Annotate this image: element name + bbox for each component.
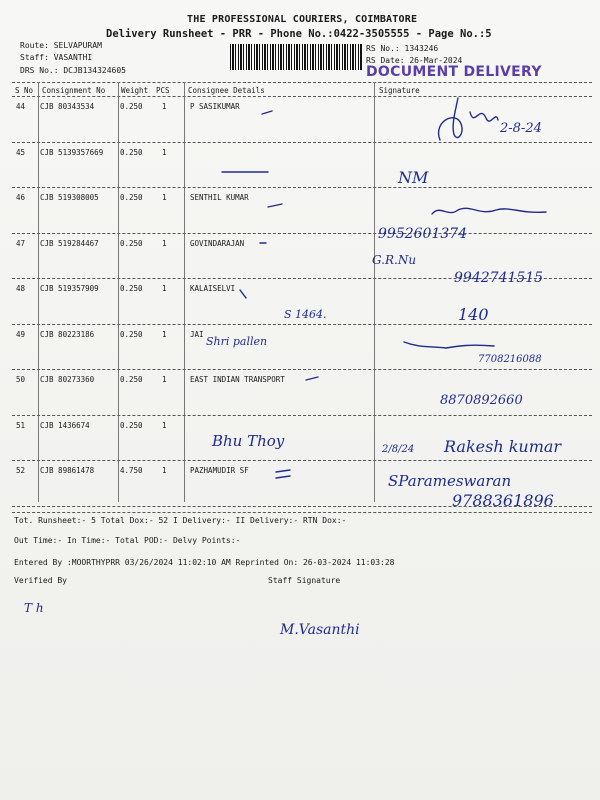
r50-phone: 8870892660 — [440, 393, 523, 408]
tick-44 — [262, 111, 272, 114]
document-delivery-stamp: DOCUMENT DELIVERY — [366, 64, 542, 80]
row-consignee: PAZHAMUDIR SF — [190, 466, 249, 475]
row-weight: 0.250 — [120, 239, 143, 248]
r47-name: G.R.Nu — [372, 253, 417, 267]
row-weight: 4.750 — [120, 466, 143, 475]
r44-date: 2-8-24 — [500, 121, 542, 136]
staff-label: Staff: VASANTHI — [20, 53, 93, 62]
tick-48 — [240, 290, 246, 298]
row-pcs: 1 — [162, 421, 167, 430]
row-sno: 47 — [16, 239, 26, 248]
row-pcs: 1 — [162, 148, 167, 157]
col-consignment: Consignment No — [42, 86, 106, 95]
row-consignment: CJB 5139357669 — [40, 148, 104, 157]
row-weight: 0.250 — [120, 375, 143, 384]
rs-date: RS Date: 26-Mar-2024 — [366, 56, 463, 65]
verified-mark: T h — [24, 601, 44, 615]
row-sno: 52 — [16, 466, 26, 475]
tick-50 — [306, 377, 318, 380]
col-consignee: Consignee Details — [188, 86, 265, 95]
row-weight: 0.250 — [120, 330, 143, 339]
row-consignment: CJB 519357909 — [40, 284, 99, 293]
runsheet-title: Delivery Runsheet - PRR - Phone No.:0422-3505555 - Page No.:5 — [106, 28, 492, 40]
col-signature: Signature — [379, 86, 420, 95]
row-sno: 44 — [16, 102, 26, 111]
row-consignee: KALAISELVI — [190, 284, 236, 293]
footer-entered: Entered By :MOORTHYPRR 03/26/2024 11:02:10 AM Reprinted On: 26-03-2024 11:03:28 — [14, 558, 395, 567]
r47-phone: 9942741515 — [454, 270, 544, 286]
row-consignment: CJB 519308005 — [40, 193, 99, 202]
route-label: Route: SELVAPURAM — [20, 41, 102, 50]
row-consignee: JAI — [190, 330, 204, 339]
mark-52 — [276, 470, 290, 478]
row-weight: 0.250 — [120, 421, 143, 430]
r49-name: Shri pallen — [206, 335, 268, 348]
tick-46 — [268, 204, 282, 207]
drs-number: DRS No.: DCJB134324605 — [20, 66, 126, 75]
r45-note: NM — [398, 168, 429, 187]
signature-44 — [439, 98, 498, 140]
company-name: THE PROFESSIONAL COURIERS, COIMBATORE — [187, 14, 418, 25]
row-sno: 45 — [16, 148, 26, 157]
r49-phone: 7708216088 — [478, 354, 542, 365]
row-pcs: 1 — [162, 193, 167, 202]
row-sno: 51 — [16, 421, 26, 430]
row-consignee: SENTHIL KUMAR — [190, 193, 249, 202]
row-sno: 48 — [16, 284, 26, 293]
footer-times: Out Time:- In Time:- Total POD:- Delvy Points:- — [14, 536, 241, 545]
staff-signature-ink: M.Vasanthi — [280, 622, 360, 638]
row-weight: 0.250 — [120, 193, 143, 202]
col-sno: S No — [15, 86, 34, 95]
col-pcs: PCS — [156, 86, 170, 95]
verified-by: Verified By — [14, 576, 67, 585]
staff-signature-label: Staff Signature — [268, 576, 341, 585]
row-consignee: EAST INDIAN TRANSPORT — [190, 375, 285, 384]
r52-name: SParameswaran — [388, 472, 512, 490]
row-consignment: CJB 519284467 — [40, 239, 99, 248]
footer-totals: Tot. Runsheet:- 5 Total Dox:- 52 I Delivery:- II Delivery:- RTN Dox:- — [14, 516, 347, 525]
r48-note: S 1464. — [284, 308, 327, 321]
row-pcs: 1 — [162, 239, 167, 248]
row-pcs: 1 — [162, 375, 167, 384]
r51-name: Bhu Thoy — [212, 432, 285, 450]
row-sno: 46 — [16, 193, 26, 202]
r46-phone: 9952601374 — [378, 226, 468, 242]
row-weight: 0.250 — [120, 284, 143, 293]
row-pcs: 1 — [162, 466, 167, 475]
row-weight: 0.250 — [120, 148, 143, 157]
r51-date: 2/8/24 — [382, 444, 415, 455]
row-sno: 49 — [16, 330, 26, 339]
signature-46 — [432, 208, 546, 214]
row-consignment: CJB 80273360 — [40, 375, 95, 384]
row-weight: 0.250 — [120, 102, 143, 111]
row-consignment: CJB 80223186 — [40, 330, 95, 339]
r48-num: 140 — [458, 305, 489, 324]
row-consignee: GOVINDARAJAN — [190, 239, 245, 248]
col-weight: Weight — [121, 86, 149, 95]
rs-number: RS No.: 1343246 — [366, 44, 439, 53]
row-pcs: 1 — [162, 284, 167, 293]
row-consignee: P SASIKUMAR — [190, 102, 240, 111]
r51-signature: Rakesh kumar — [444, 437, 562, 456]
row-pcs: 1 — [162, 330, 167, 339]
row-consignment: CJB 1436674 — [40, 421, 90, 430]
r52-phone: 9788361896 — [452, 491, 554, 510]
signature-49 — [404, 342, 494, 348]
row-sno: 50 — [16, 375, 26, 384]
row-consignment: CJB 80343534 — [40, 102, 95, 111]
row-pcs: 1 — [162, 102, 167, 111]
row-consignment: CJB 89861478 — [40, 466, 95, 475]
